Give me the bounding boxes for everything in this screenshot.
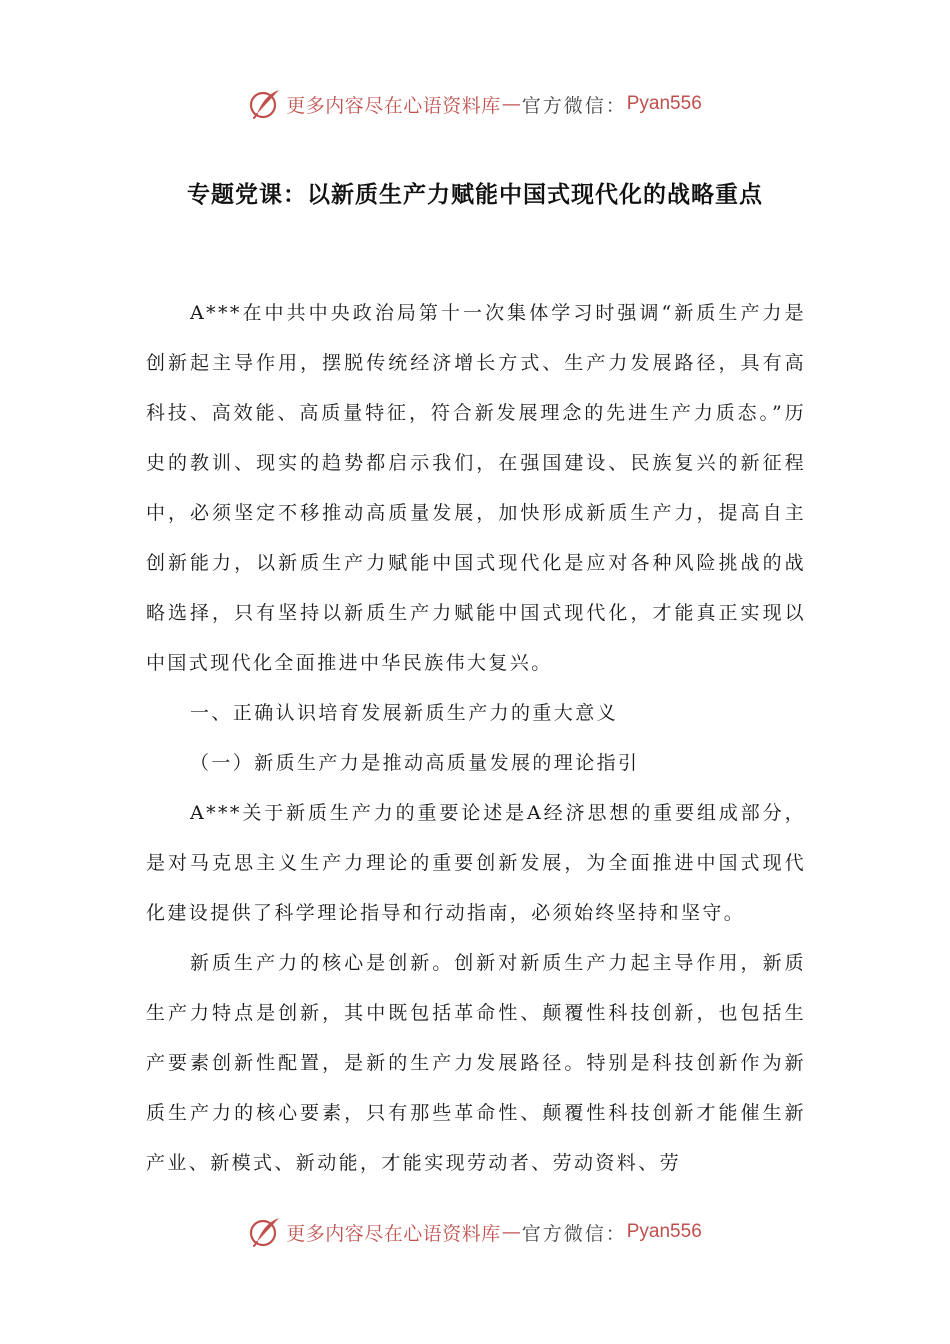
watermark-official-label: 官方微信：: [521, 94, 627, 117]
watermark-separator: —: [501, 93, 521, 115]
watermark-separator: —: [501, 1221, 521, 1243]
paragraph-theory: A***关于新质生产力的重要论述是A经济思想的重要组成部分，是对马克思主义生产力理论的重要创新发展，为全面推进中国式现代化建设提供了科学理论指导和行动指南，必须始终坚持和坚守。: [146, 802, 806, 924]
watermark-banner-top: [0, 84, 950, 124]
subsection-heading-1-1: （一）新质生产力是推动高质量发展的理论指引: [190, 752, 640, 774]
feather-pen-logo-icon: [248, 1215, 282, 1249]
watermark-wechat-id: Pyan556: [626, 93, 702, 114]
section-heading-1: 一、正确认识培育发展新质生产力的重大意义: [190, 702, 619, 724]
watermark-official-label: 官方微信：: [521, 1222, 627, 1245]
document-title: 专题党课：以新质生产力赋能中国式现代化的战略重点: [187, 182, 763, 208]
watermark-banner-bottom: [0, 1212, 950, 1252]
watermark-brand-text: 更多内容尽在心语资料库: [286, 1222, 501, 1245]
watermark-brand-text: 更多内容尽在心语资料库: [286, 94, 501, 117]
paragraph-innovation: 新质生产力的核心是创新。创新对新质生产力起主导作用，新质生产力特点是创新，其中既包括革命性、颠覆性科技创新，也包括生产要素创新性配置，是新的生产力发展路径。特别是科技创新作为新质生产力的核心要素，只有那些革命性、颠覆性科技创新才能催生新产业、新模式、新动能，才能实现劳动者、劳动资料、劳: [146, 952, 806, 1174]
watermark-wechat-id: Pyan556: [626, 1221, 702, 1242]
document-body: [146, 288, 806, 1188]
paragraph-intro: A***在中共中央政治局第十一次集体学习时强调“新质生产力是创新起主导作用，摆脱传统经济增长方式、生产力发展路径，具有高科技、高效能、高质量特征，符合新发展理念的先进生产力质态。”历史的教训、现实的趋势都启示我们，在强国建设、民族复兴的新征程中，必须坚定不移推动高质量发展，加快形成新质生产力，提高自主创新能力，以新质生产力赋能中国式现代化是应对各种风险挑战的战略选择，只有坚持以新质生产力赋能中国式现代化，才能真正实现以中国式现代化全面推进中华民族伟大复兴。: [146, 302, 806, 674]
feather-pen-logo-icon: [248, 87, 282, 121]
